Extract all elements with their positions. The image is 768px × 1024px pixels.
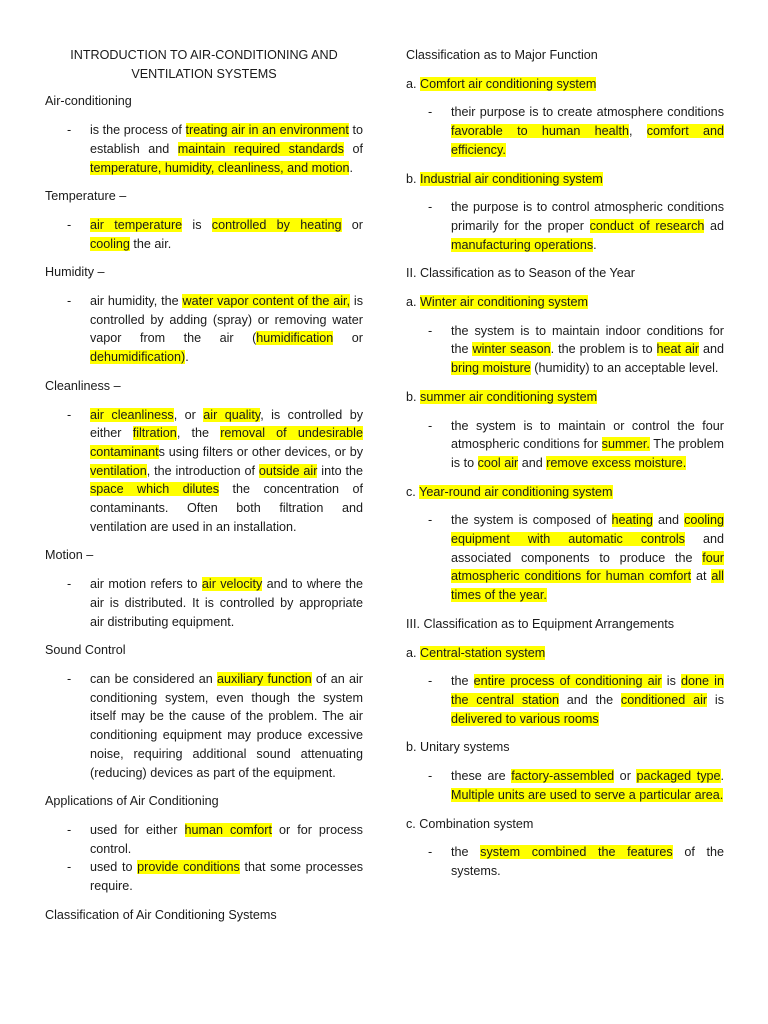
dash-bullet-icon: -: [67, 217, 72, 232]
dash-bullet-icon: -: [67, 860, 72, 875]
text-run: The problem is to: [451, 437, 724, 470]
bullet-item: [406, 843, 724, 880]
text-run: at: [691, 569, 712, 584]
highlighted-text: space which dilutes: [90, 482, 220, 497]
section-heading: Cleanliness –: [45, 378, 121, 393]
text-run: can be considered an: [90, 671, 218, 686]
right-column: [406, 46, 724, 891]
text-run: a.: [406, 295, 421, 310]
bullet-item: [406, 672, 724, 728]
highlighted-text: human comfort: [184, 822, 272, 837]
highlighted-text: summer.: [601, 437, 650, 452]
text-run: , is controlled by either: [90, 407, 363, 441]
highlighted-text: removal of undesirable contaminant: [90, 426, 363, 459]
section-heading: [406, 483, 724, 502]
bullet-item: [45, 858, 363, 895]
text-run: the air.: [129, 236, 172, 251]
bullet-text: [90, 121, 363, 177]
highlighted-text: maintain required standards: [177, 141, 344, 156]
bullet-text: [90, 858, 363, 895]
text-run: and to where the air is distributed. It is controlled by appropriate air distributing equipment.: [90, 577, 363, 629]
text-run: of an air conditioning system, even though the system itself may be the cause of the problem. The air conditioning equipment may produce excessive noise, requiring additional sound attenuating (reducing) devices as part of the equipment.: [90, 671, 363, 780]
section-heading: Applications of Air Conditioning: [45, 794, 219, 809]
highlighted-text: treating air in an environment: [185, 123, 349, 138]
text-run: and: [518, 455, 547, 470]
bullet-text: [451, 672, 724, 728]
highlighted-text: favorable to human health: [451, 124, 629, 139]
text-run: , the introduction of: [146, 463, 259, 478]
highlighted-text: cool air: [477, 455, 519, 470]
section-heading: [406, 170, 724, 189]
text-run: air humidity, the: [90, 294, 183, 309]
bullet-item: [406, 103, 724, 159]
section-heading: II. Classification as to Season of the Year: [406, 266, 635, 281]
dash-bullet-icon: -: [67, 577, 72, 592]
dash-bullet-icon: -: [428, 674, 433, 689]
highlighted-text: system combined the features: [480, 845, 673, 860]
bullet-text: [451, 322, 724, 378]
highlighted-text: outside air: [258, 463, 318, 478]
text-run: to establish and: [90, 123, 363, 156]
bullet-item: [45, 292, 363, 367]
bullet-text: [90, 821, 363, 858]
bullet-text: [451, 103, 724, 159]
highlighted-text: air cleanliness: [90, 407, 174, 422]
section-heading: Classification as to Major Function: [406, 48, 598, 62]
bullet-item: [406, 511, 724, 605]
highlighted-text: bring moisture: [451, 361, 531, 376]
section-heading: [406, 644, 724, 663]
highlighted-text: delivered to various rooms: [451, 711, 599, 726]
text-run: the concentration of contaminants. Often both filtration and ventilation are used in an installation.: [90, 482, 363, 534]
dash-bullet-icon: -: [428, 105, 433, 120]
text-run: ad: [704, 218, 724, 233]
dash-bullet-icon: -: [67, 407, 72, 422]
section-heading: Motion –: [45, 548, 94, 563]
text-run: the system is composed of: [451, 513, 612, 528]
highlighted-text: comfort and efficiency.: [451, 124, 725, 157]
highlighted-text: cooling equipment with automatic controls: [451, 513, 724, 547]
text-run: .: [593, 237, 597, 252]
section-heading: Classification of Air Conditioning Systems: [45, 907, 277, 922]
dash-bullet-icon: -: [428, 769, 433, 784]
text-run: used to: [90, 860, 138, 875]
text-run: a.: [406, 645, 421, 660]
highlighted-text: Year-round air conditioning system: [419, 484, 613, 499]
dash-bullet-icon: -: [67, 123, 72, 138]
highlighted-text: Central-station system: [420, 645, 546, 660]
text-run: a.: [406, 76, 421, 91]
text-run: , or: [173, 407, 204, 422]
section-heading: b. Unitary systems: [406, 740, 510, 755]
text-run: the system is to maintain indoor conditions for the: [451, 323, 724, 357]
text-run: the system is to maintain or control the four atmospheric conditions for: [451, 418, 724, 452]
text-run: these are: [451, 769, 512, 784]
highlighted-text: dehumidification): [90, 350, 186, 365]
text-run: is: [661, 674, 682, 689]
text-run: or: [614, 769, 637, 784]
highlighted-text: remove excess moisture.: [546, 455, 687, 470]
bullet-text: [451, 767, 724, 804]
text-run: that some processes require.: [90, 860, 364, 894]
highlighted-text: filtration: [132, 426, 177, 441]
dash-bullet-icon: -: [67, 294, 72, 309]
text-run: s using filters or other devices, or by: [158, 444, 363, 459]
dash-bullet-icon: -: [428, 200, 433, 215]
text-run: and: [699, 342, 724, 357]
text-run: their purpose is to create atmosphere conditions: [451, 105, 724, 120]
bullet-text: [451, 417, 724, 473]
text-run: ,: [628, 124, 647, 139]
text-run: is: [707, 692, 724, 707]
left-column: [45, 46, 363, 934]
bullet-item: [45, 406, 363, 537]
bullet-text: [451, 511, 724, 605]
highlighted-text: heat air: [656, 342, 700, 357]
text-run: b.: [406, 171, 421, 186]
bullet-text: [90, 406, 363, 537]
text-run: .: [349, 160, 353, 175]
highlighted-text: water vapor content of the air,: [182, 294, 351, 309]
text-run: , the: [176, 426, 221, 441]
highlighted-text: air velocity: [201, 577, 263, 592]
highlighted-text: all times of the year.: [451, 569, 724, 603]
text-run: or: [341, 217, 363, 232]
highlighted-text: Winter air conditioning system: [420, 295, 588, 310]
text-run: b.: [406, 389, 421, 404]
highlighted-text: cooling: [90, 236, 130, 251]
highlighted-text: air temperature: [90, 217, 183, 232]
section-heading: c. Combination system: [406, 816, 534, 831]
bullet-item: [45, 575, 363, 631]
text-run: and the: [559, 692, 621, 707]
bullet-item: [45, 670, 363, 782]
text-run: c.: [406, 484, 420, 499]
bullet-item: [45, 821, 363, 858]
highlighted-text: heating: [611, 513, 653, 528]
section-heading: [406, 293, 724, 312]
text-run: or: [333, 331, 363, 346]
dash-bullet-icon: -: [428, 418, 433, 433]
highlighted-text: Comfort air conditioning system: [420, 76, 597, 91]
bullet-item: [406, 417, 724, 473]
text-run: .: [720, 769, 724, 784]
bullet-item: [45, 216, 363, 253]
text-run: air motion refers to: [90, 577, 202, 592]
text-run: . the problem is to: [550, 342, 657, 357]
text-run: is controlled by adding (spray) or removing water vapor from the air (: [90, 294, 363, 346]
highlighted-text: auxiliary function: [217, 671, 312, 686]
section-heading: Humidity –: [45, 265, 105, 280]
bullet-text: [90, 575, 363, 631]
highlighted-text: Industrial air conditioning system: [420, 171, 603, 186]
section-heading: Air-conditioning: [45, 94, 132, 109]
text-run: is: [182, 217, 212, 232]
section-heading: [406, 388, 724, 407]
highlighted-text: winter season: [472, 342, 551, 357]
highlighted-text: manufacturing operations: [451, 237, 594, 252]
text-run: of the systems.: [451, 845, 724, 878]
section-heading: Temperature –: [45, 189, 127, 204]
dash-bullet-icon: -: [67, 671, 72, 686]
text-run: or for process control.: [90, 822, 363, 856]
highlighted-text: ventilation: [90, 463, 147, 478]
bullet-item: [406, 767, 724, 804]
section-heading: Sound Control: [45, 643, 126, 658]
highlighted-text: four atmospheric conditions for human comfort: [451, 550, 724, 584]
section-heading: III. Classification as to Equipment Arrangements: [406, 616, 675, 631]
text-run: the: [451, 845, 481, 860]
text-run: of: [343, 141, 363, 156]
highlighted-text: temperature, humidity, cleanliness, and motion: [90, 160, 350, 175]
highlighted-text: provide conditions: [137, 860, 240, 875]
text-run: the: [451, 674, 474, 689]
dash-bullet-icon: -: [67, 822, 72, 837]
highlighted-text: humidification: [256, 331, 334, 346]
bullet-text: [90, 670, 363, 782]
highlighted-text: packaged type: [636, 769, 721, 784]
highlighted-text: summer air conditioning system: [420, 389, 598, 404]
highlighted-text: controlled by heating: [211, 217, 342, 232]
highlighted-text: done in the central station: [451, 674, 724, 707]
text-run: the purpose is to control atmospheric conditions primarily for the proper: [451, 200, 724, 233]
bullet-item: [45, 121, 363, 177]
text-run: into the: [317, 463, 363, 478]
bullet-text: [90, 292, 363, 367]
highlighted-text: Multiple units are used to serve a particular area.: [451, 787, 724, 802]
bullet-item: [406, 322, 724, 378]
bullet-item: [406, 198, 724, 254]
highlighted-text: factory-assembled: [511, 769, 615, 784]
text-run: is the process of: [90, 123, 186, 138]
text-run: used for either: [90, 822, 185, 837]
text-run: (humidity) to an acceptable level.: [530, 361, 719, 376]
highlighted-text: air quality: [203, 407, 261, 422]
text-run: .: [185, 350, 189, 365]
dash-bullet-icon: -: [428, 323, 433, 338]
dash-bullet-icon: -: [428, 845, 433, 860]
highlighted-text: entire process of conditioning air: [473, 674, 662, 689]
bullet-text: [90, 216, 363, 253]
dash-bullet-icon: -: [428, 513, 433, 528]
highlighted-text: conduct of research: [589, 218, 705, 233]
bullet-text: [451, 198, 724, 254]
text-run: and: [652, 513, 685, 528]
section-heading: [406, 75, 724, 94]
highlighted-text: conditioned air: [620, 692, 708, 707]
text-run: and associated components to produce the: [451, 532, 724, 565]
document-title: INTRODUCTION TO AIR-CONDITIONING AND VENTILATION SYSTEMS: [70, 48, 338, 81]
bullet-text: [451, 843, 724, 880]
